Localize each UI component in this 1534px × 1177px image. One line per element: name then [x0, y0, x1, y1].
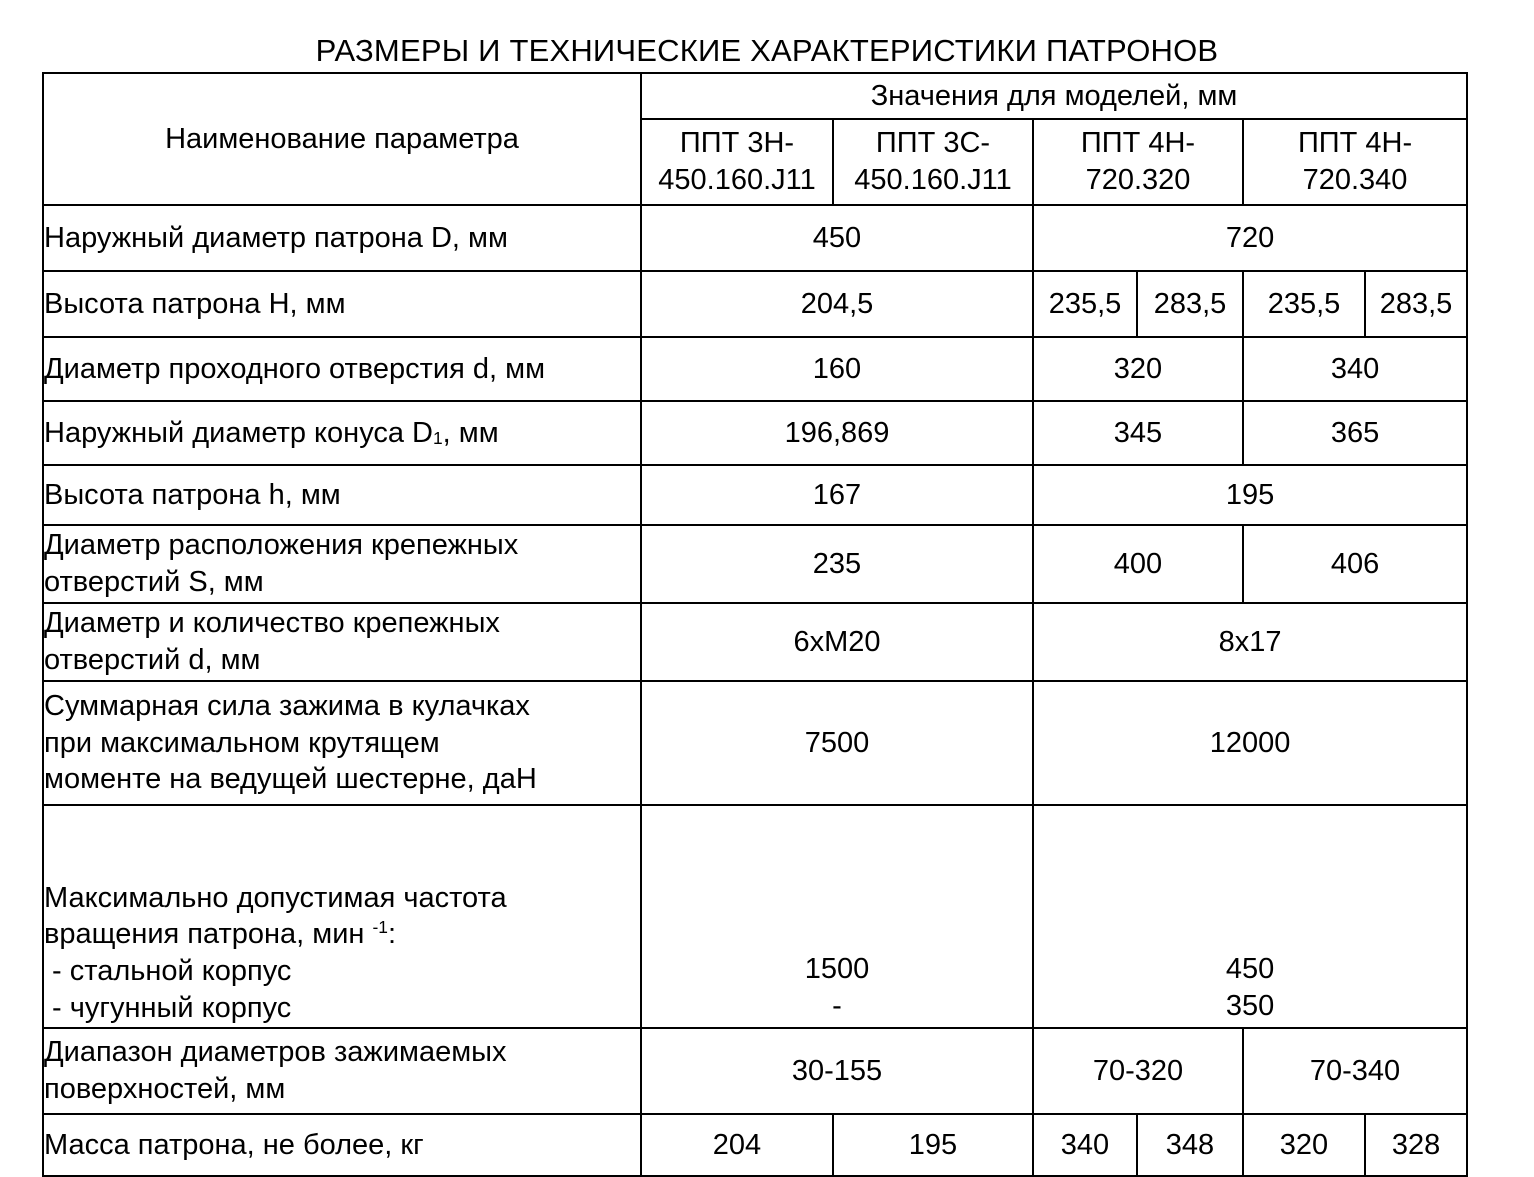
value-cell: 400 — [1033, 525, 1243, 603]
param-label: Максимально допустимая частота вращения патрона, мин $^{-1}$: - стальной корпус - чугунный корпус — [43, 805, 641, 1028]
table-row — [43, 805, 1467, 1028]
value-cell: 30-155 — [641, 1028, 1033, 1114]
value-cell: 160 — [641, 337, 1033, 401]
value-cell: 7500 — [641, 681, 1033, 805]
model-header: ППТ 3Н- 450.160.J11 — [641, 119, 833, 205]
param-label: Наружный диаметр конуса $D_1$, мм — [43, 401, 641, 465]
model-header: ППТ 3С- 450.160.J11 — [833, 119, 1033, 205]
value-cell: 283,5 — [1365, 271, 1467, 337]
value-cell: 204 — [641, 1114, 833, 1176]
value-cell: 167 — [641, 465, 1033, 525]
value-cell: 345 — [1033, 401, 1243, 465]
value-cell: 235,5 — [1243, 271, 1365, 337]
table-row — [43, 1028, 1467, 1114]
param-label: Диапазон диаметров зажимаемых поверхностей, мм — [43, 1028, 641, 1114]
value-cell: 340 — [1243, 337, 1467, 401]
value-cell: 195 — [1033, 465, 1467, 525]
value-cell: 450 — [641, 205, 1033, 271]
value-cell: 196,869 — [641, 401, 1033, 465]
model-header: ППТ 4Н- 720.340 — [1243, 119, 1467, 205]
value-cell: 320 — [1033, 337, 1243, 401]
param-label: Диаметр проходного отверстия d, мм — [43, 337, 641, 401]
value-cell: 235 — [641, 525, 1033, 603]
param-label: Диаметр расположения крепежных отверстий S, мм — [43, 525, 641, 603]
param-label: Диаметр и количество крепежных отверстий d, мм — [43, 603, 641, 681]
value-cell: 70-340 — [1243, 1028, 1467, 1114]
table-row — [43, 465, 1467, 525]
table-row — [43, 603, 1467, 681]
table-row — [43, 1114, 1467, 1176]
header-row-1 — [43, 73, 1467, 119]
value-cell: 450 350 — [1033, 805, 1467, 1028]
param-label: Масса патрона, не более, кг — [43, 1114, 641, 1176]
specs-table — [42, 72, 1468, 1177]
value-cell: 204,5 — [641, 271, 1033, 337]
table-row — [43, 271, 1467, 337]
table-row — [43, 525, 1467, 603]
value-cell: 6хМ20 — [641, 603, 1033, 681]
value-cell: 720 — [1033, 205, 1467, 271]
table-row — [43, 205, 1467, 271]
param-label: Наружный диаметр патрона D, мм — [43, 205, 641, 271]
value-cell: 283,5 — [1137, 271, 1243, 337]
table-row — [43, 401, 1467, 465]
value-cell: 348 — [1137, 1114, 1243, 1176]
value-cell: 12000 — [1033, 681, 1467, 805]
param-label: Высота патрона Н, мм — [43, 271, 641, 337]
param-label: Высота патрона h, мм — [43, 465, 641, 525]
value-cell: 365 — [1243, 401, 1467, 465]
value-cell: 340 — [1033, 1114, 1137, 1176]
table-title: РАЗМЕРЫ И ТЕХНИЧЕСКИЕ ХАРАКТЕРИСТИКИ ПАТРОНОВ — [315, 33, 1219, 68]
header-values-label: Значения для моделей, мм — [641, 73, 1467, 119]
param-label: Суммарная сила зажима в кулачках при максимальном крутящем моменте на ведущей шестерне, даН — [43, 681, 641, 805]
value-cell: 70-320 — [1033, 1028, 1243, 1114]
table-row — [43, 337, 1467, 401]
value-cell: 1500 - — [641, 805, 1033, 1028]
value-cell: 195 — [833, 1114, 1033, 1176]
table-row — [43, 681, 1467, 805]
value-cell: 8х17 — [1033, 603, 1467, 681]
header-param-label: Наименование параметра — [43, 73, 641, 205]
value-cell: 320 — [1243, 1114, 1365, 1176]
model-header: ППТ 4Н- 720.320 — [1033, 119, 1243, 205]
value-cell: 235,5 — [1033, 271, 1137, 337]
value-cell: 406 — [1243, 525, 1467, 603]
value-cell: 328 — [1365, 1114, 1467, 1176]
